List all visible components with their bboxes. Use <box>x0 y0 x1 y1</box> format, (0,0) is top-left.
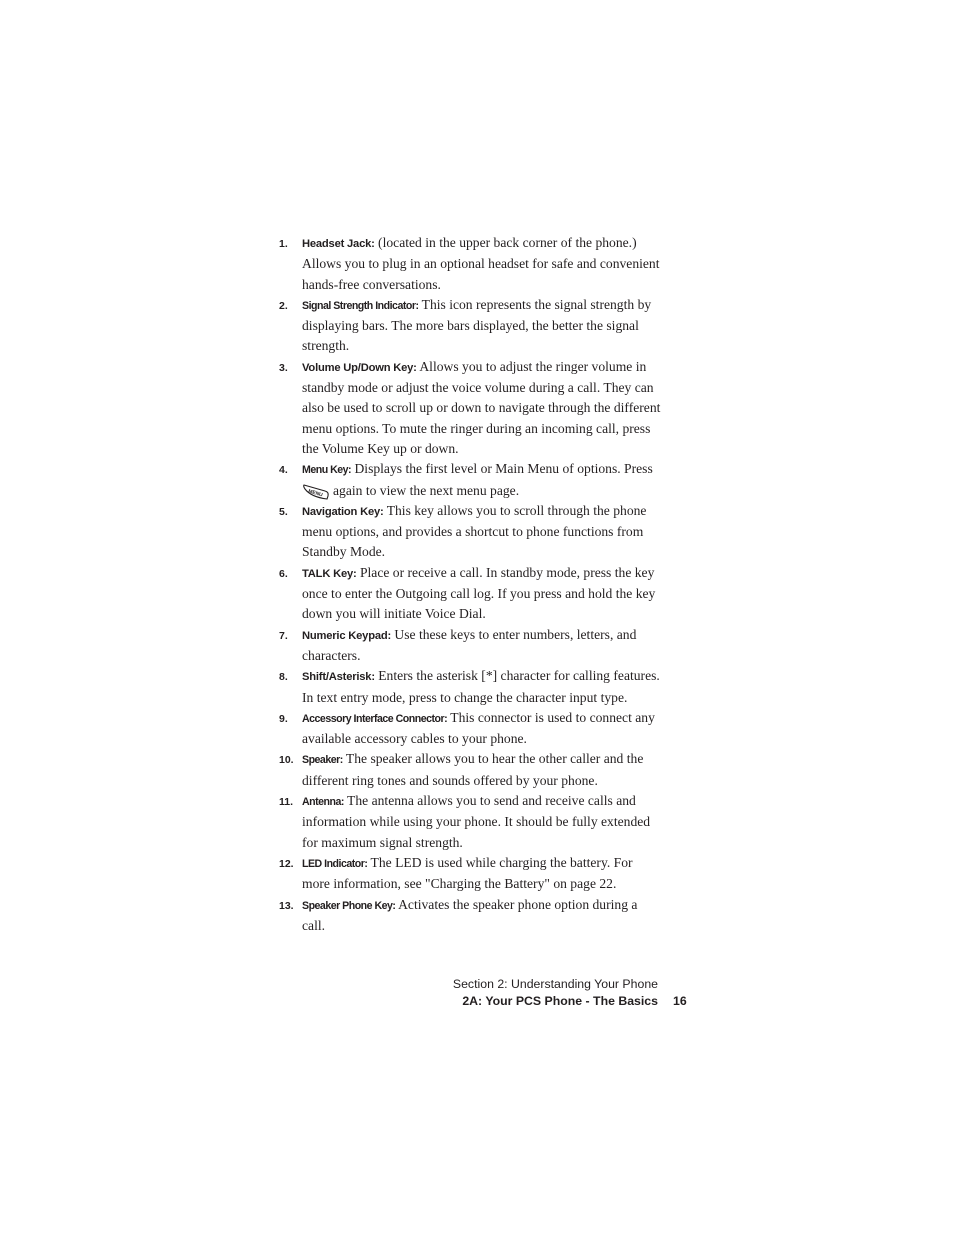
item-description: This key allows you to scroll through the phone menu options, and provides a shortcut to phone functions from Standby Mode. <box>302 502 647 560</box>
item-term: Shift/Asterisk: <box>302 671 375 684</box>
menu-key-icon <box>302 483 330 501</box>
item-number: 7. <box>279 629 288 642</box>
list-item <box>279 666 661 708</box>
item-number: 2. <box>279 299 288 312</box>
list-item <box>279 459 661 501</box>
item-number: 4. <box>279 464 288 477</box>
item-description: The antenna allows you to send and receive calls and information while using your phone. It should be fully extended for maximum signal strength. <box>302 793 651 850</box>
list-item <box>279 233 661 295</box>
list-item <box>279 749 661 791</box>
list-item <box>279 895 661 937</box>
item-term: Speaker Phone Key: <box>302 899 396 912</box>
feature-list <box>279 233 661 936</box>
item-description: The LED is used while charging the battery. For more information, see "Charging the Battery" on page 22. <box>302 854 633 892</box>
item-number: 12. <box>279 857 294 870</box>
item-term: Numeric Keypad: <box>302 629 392 642</box>
svg-text:MENU: MENU <box>307 488 324 498</box>
page-footer <box>453 976 658 1010</box>
item-term: Signal Strength Indicator: <box>302 299 419 312</box>
item-number: 11. <box>279 796 294 809</box>
list-item <box>279 625 661 667</box>
item-term: Headset Jack: <box>302 238 375 250</box>
item-description: Place or receive a call. In standby mode, press the key once to enter the Outgoing call log. If you press and hold the key down you will initiate Voice Dial. <box>302 564 656 622</box>
item-description: Enters the asterisk [*] character for calling features. In text entry mode, press to change the character input type. <box>302 668 660 705</box>
item-description-continued: again to view the next menu page. <box>333 482 520 498</box>
item-number: 1. <box>279 238 288 250</box>
item-description: This icon represents the signal strength by displaying bars. The more bars displayed, the better the signal strength. <box>302 296 652 354</box>
item-number: 3. <box>279 361 288 374</box>
list-item <box>279 357 661 459</box>
item-number: 10. <box>279 754 294 767</box>
footer-section-title: Section 2: Understanding Your Phone <box>452 977 658 991</box>
item-number: 9. <box>279 712 288 725</box>
page-number: 16 <box>673 994 687 1008</box>
item-description: Use these keys to enter numbers, letters, and characters. <box>302 626 637 663</box>
list-item <box>279 563 661 625</box>
item-description: The speaker allows you to hear the other caller and the different ring tones and sounds offered by your phone. <box>302 751 644 788</box>
item-term: Antenna: <box>302 796 344 809</box>
item-description: Activates the speaker phone option during a call. <box>302 896 638 933</box>
item-term: TALK Key: <box>302 567 357 580</box>
list-item <box>279 708 661 750</box>
list-item <box>279 501 661 563</box>
item-term: Menu Key: <box>302 464 352 477</box>
item-term: Speaker: <box>302 754 343 767</box>
footer-chapter-title: 2A: Your PCS Phone - The Basics <box>462 994 658 1008</box>
item-term: Accessory Interface Connector: <box>302 712 448 725</box>
item-number: 13. <box>279 899 294 912</box>
item-description: Allows you to adjust the ringer volume in standby mode or adjust the voice volume during a call. They can also be used to scroll up or down to navigate through the different menu options. To mute the ringer during an incoming call, press the Volume Key up or down. <box>302 358 661 456</box>
list-item <box>279 295 661 357</box>
item-description: This connector is used to connect any available accessory cables to your phone. <box>302 709 655 747</box>
item-number: 8. <box>279 671 288 684</box>
item-number: 5. <box>279 505 288 518</box>
item-description: (located in the upper back corner of the phone.) Allows you to plug in an optional headset for safe and convenient hands-free conversations. <box>302 235 660 292</box>
item-term: Volume Up/Down Key: <box>302 361 417 374</box>
list-item <box>279 791 661 853</box>
item-term: Navigation Key: <box>302 505 384 518</box>
item-term: LED Indicator: <box>302 857 368 870</box>
item-description: Displays the first level or Main Menu of options. Press <box>351 461 653 477</box>
item-number: 6. <box>279 567 288 580</box>
list-item <box>279 853 661 895</box>
